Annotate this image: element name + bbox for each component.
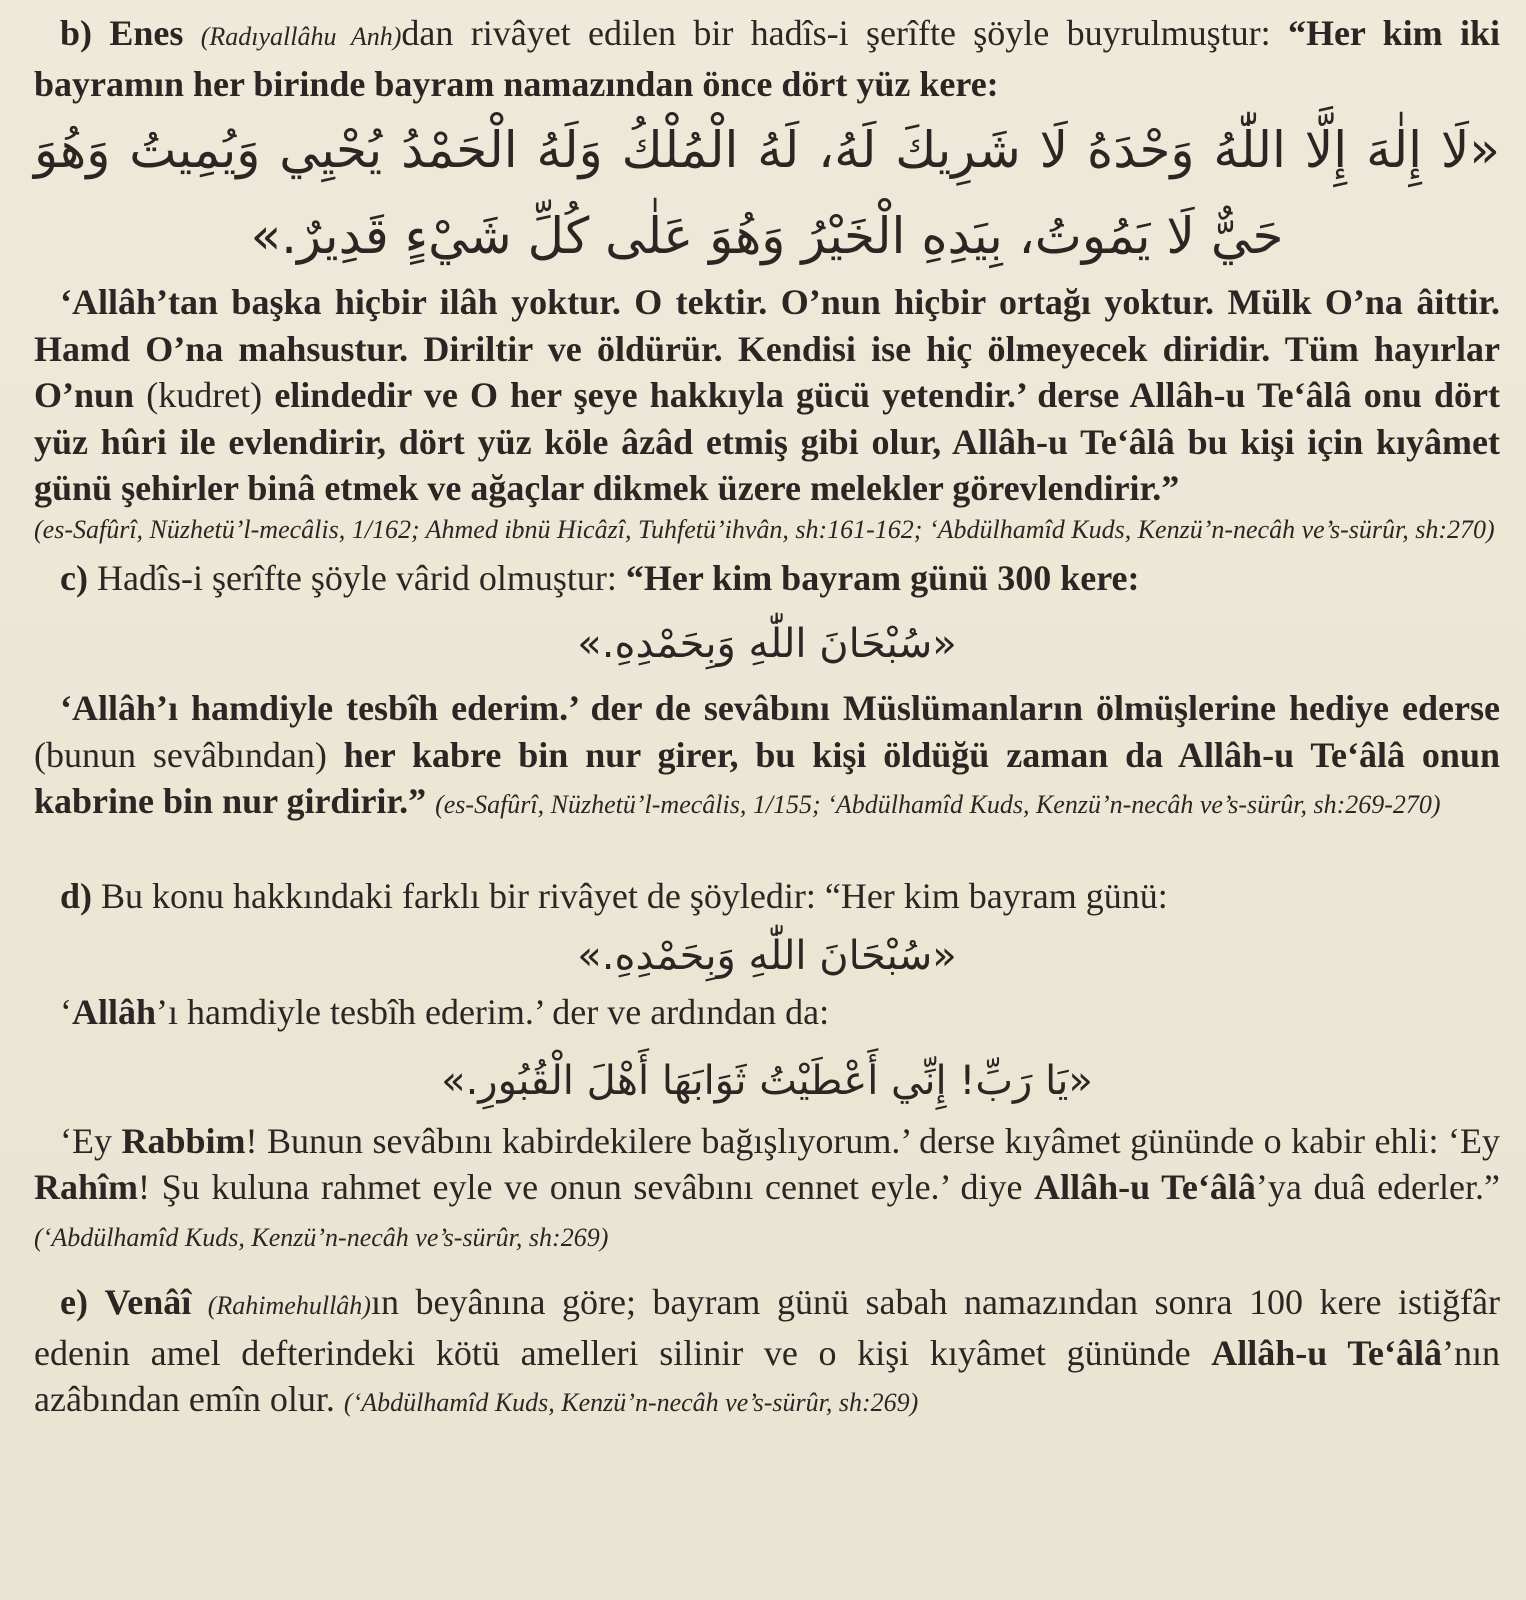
section-d-intro-text: Bu konu hakkındaki farklı bir rivâyet de şöyledir: “Her kim bayram günü: — [92, 875, 1168, 916]
section-d-line-2 — [34, 989, 1500, 1036]
section-c-label: c) — [60, 557, 88, 598]
section-d-rahim: Rahîm — [34, 1167, 139, 1207]
section-e-allah: Allâh-u Te‘âlâ — [1211, 1332, 1442, 1373]
section-c-translation-1: ‘Allâh’ı hamdiyle tesbîh ederim.’ der de sevâbını Müslümanların ölmüşlerine hediye ederse — [60, 688, 1500, 728]
section-c-translation-note: (bunun sevâbından) — [34, 734, 344, 775]
section-c-quote-start: “Her kim bayram günü 300 kere: — [625, 557, 1140, 598]
section-d-p-end: ’ya duâ ederler.” — [1255, 1167, 1500, 1207]
section-b-citation: (es-Safûrî, Nüzhetü’l-mecâlis, 1/162; Ahmed ibnü Hicâzî, Tuhfetü’ihvân, sh:161-162; ‘Abdülhamîd Kuds, Kenzü’n-necâh ve’s-sürûr, sh:270) — [34, 514, 1495, 544]
section-b-intro-text: dan rivâyet edilen bir hadîs-i şerîfte şöyle buyrulmuştur: — [401, 13, 1288, 53]
section-d-line2-rest: ’ı hamdiyle tesbîh ederim.’ der ve ardından da: — [156, 992, 830, 1032]
section-d-line2-open: ‘ — [60, 992, 72, 1032]
section-c-translation — [34, 685, 1500, 829]
section-b-translation-note: (kudret) — [134, 375, 275, 415]
section-d-arabic-2: «يَا رَبِّ! إِنِّي أَعْطَيْتُ ثَوَابَهَا أَهْلَ الْقُبُورِ.» — [441, 1057, 1093, 1104]
section-d-p-open: ‘Ey — [60, 1120, 122, 1161]
section-e-text-1: ın beyânına göre; bayram günü sabah namazından sonra 100 kere istiğfâr edenin amel defterindeki kötü amelleri silinir ve o kişi kıyâmet gününde — [34, 1282, 1501, 1373]
section-c-intro-text: Hadîs-i şerîfte şöyle vârid olmuştur: — [87, 557, 626, 598]
section-b-label: b) — [60, 13, 93, 53]
section-c-arabic: «سُبْحَانَ اللّٰهِ وَبِحَمْدِهِ.» — [577, 621, 957, 667]
section-b-intro — [34, 10, 1500, 107]
section-d-allah: Allâh-u Te‘âlâ — [1034, 1167, 1256, 1207]
section-b-translation-1: ‘Allâh’tan başka hiçbir ilâh yoktur. O tektir. O’nun hiçbir ortağı yoktur. Mülk O’na âittir. Hamd O’na mahsustur. Diriltir ve öldürür. Kendisi ise hiç ölmeyecek diridir. Tüm hayırlar O’nun — [34, 282, 1500, 415]
section-b-arabic: «لَا إِلٰهَ إِلَّا اللّٰهُ وَحْدَهُ لَا شَرِيكَ لَهُ، لَهُ الْمُلْكُ وَلَهُ الْحَمْدُ يُحْيِي وَيُمِيتُ وَهُوَ حَيٌّ لَا يَمُوتُ، بِيَدِهِ الْخَيْرُ وَهُوَ عَلٰى كُلِّ شَيْءٍ قَدِيرٌ.» — [34, 121, 1500, 265]
section-c-translation-2: her kabre bin nur girer, bu kişi öldüğü zaman da Allâh-u Te‘âlâ onun kabrine bin nur girdirir.” — [34, 734, 1500, 821]
section-d-p-mid2: ! Şu kuluna rahmet eyle ve onun sevâbını cennet eyle.’ diye — [138, 1167, 1035, 1207]
section-e-citation: (‘Abdülhamîd Kuds, Kenzü’n-necâh ve’s-sürûr, sh:269) — [343, 1388, 919, 1417]
section-b-translation — [34, 279, 1500, 512]
section-d-intro — [34, 873, 1500, 920]
section-e-honorific: (Rahimehullâh) — [207, 1291, 371, 1320]
section-c-citation: (es-Safûrî, Nüzhetü’l-mecâlis, 1/155; ‘Abdülhamîd Kuds, Kenzü’n-necâh ve’s-sürûr, sh:269-270) — [435, 790, 1441, 819]
section-b-translation-2: elindedir ve O her şeye hakkıyla gücü yetendir.’ derse Allâh-u Te‘âlâ onu dört yüz hûri ile evlendirir, dört yüz köle âzâd etmiş gibi olur, Allâh-u Te‘âlâ bu kişi için kıyâmet günü şehirler binâ etmek ve ağaçlar dikmek üzere melekler görevlendirir.” — [34, 375, 1500, 508]
section-d-line2-allah: Allâh — [72, 992, 157, 1032]
section-e-text-2: ’nın azâbından emîn olur. — [34, 1332, 1500, 1419]
section-b-honorific: (Radıyallâhu Anh) — [200, 22, 402, 51]
section-d-paragraph — [34, 1118, 1500, 1262]
section-b-name: Enes — [109, 13, 184, 53]
section-b-quote-start: “Her kim iki bayramın her birinde bayram namazından önce dört yüz kere: — [34, 13, 1500, 104]
section-e-paragraph — [34, 1279, 1500, 1427]
section-e-label: e) — [60, 1282, 88, 1322]
section-d-rabbim: Rabbim — [121, 1120, 246, 1161]
section-d-arabic-1: «سُبْحَانَ اللّٰهِ وَبِحَمْدِهِ.» — [577, 933, 957, 979]
section-d-label: d) — [60, 875, 93, 916]
section-c-intro — [34, 555, 1500, 602]
section-d-p-mid1: ! Bunun sevâbını kabirdekilere bağışlıyorum.’ derse kıyâmet gününde o kabir ehli: ‘Ey — [245, 1120, 1500, 1161]
section-d-citation: (‘Abdülhamîd Kuds, Kenzü’n-necâh ve’s-sürûr, sh:269) — [34, 1222, 609, 1252]
section-e-name: Venâî — [104, 1282, 192, 1322]
